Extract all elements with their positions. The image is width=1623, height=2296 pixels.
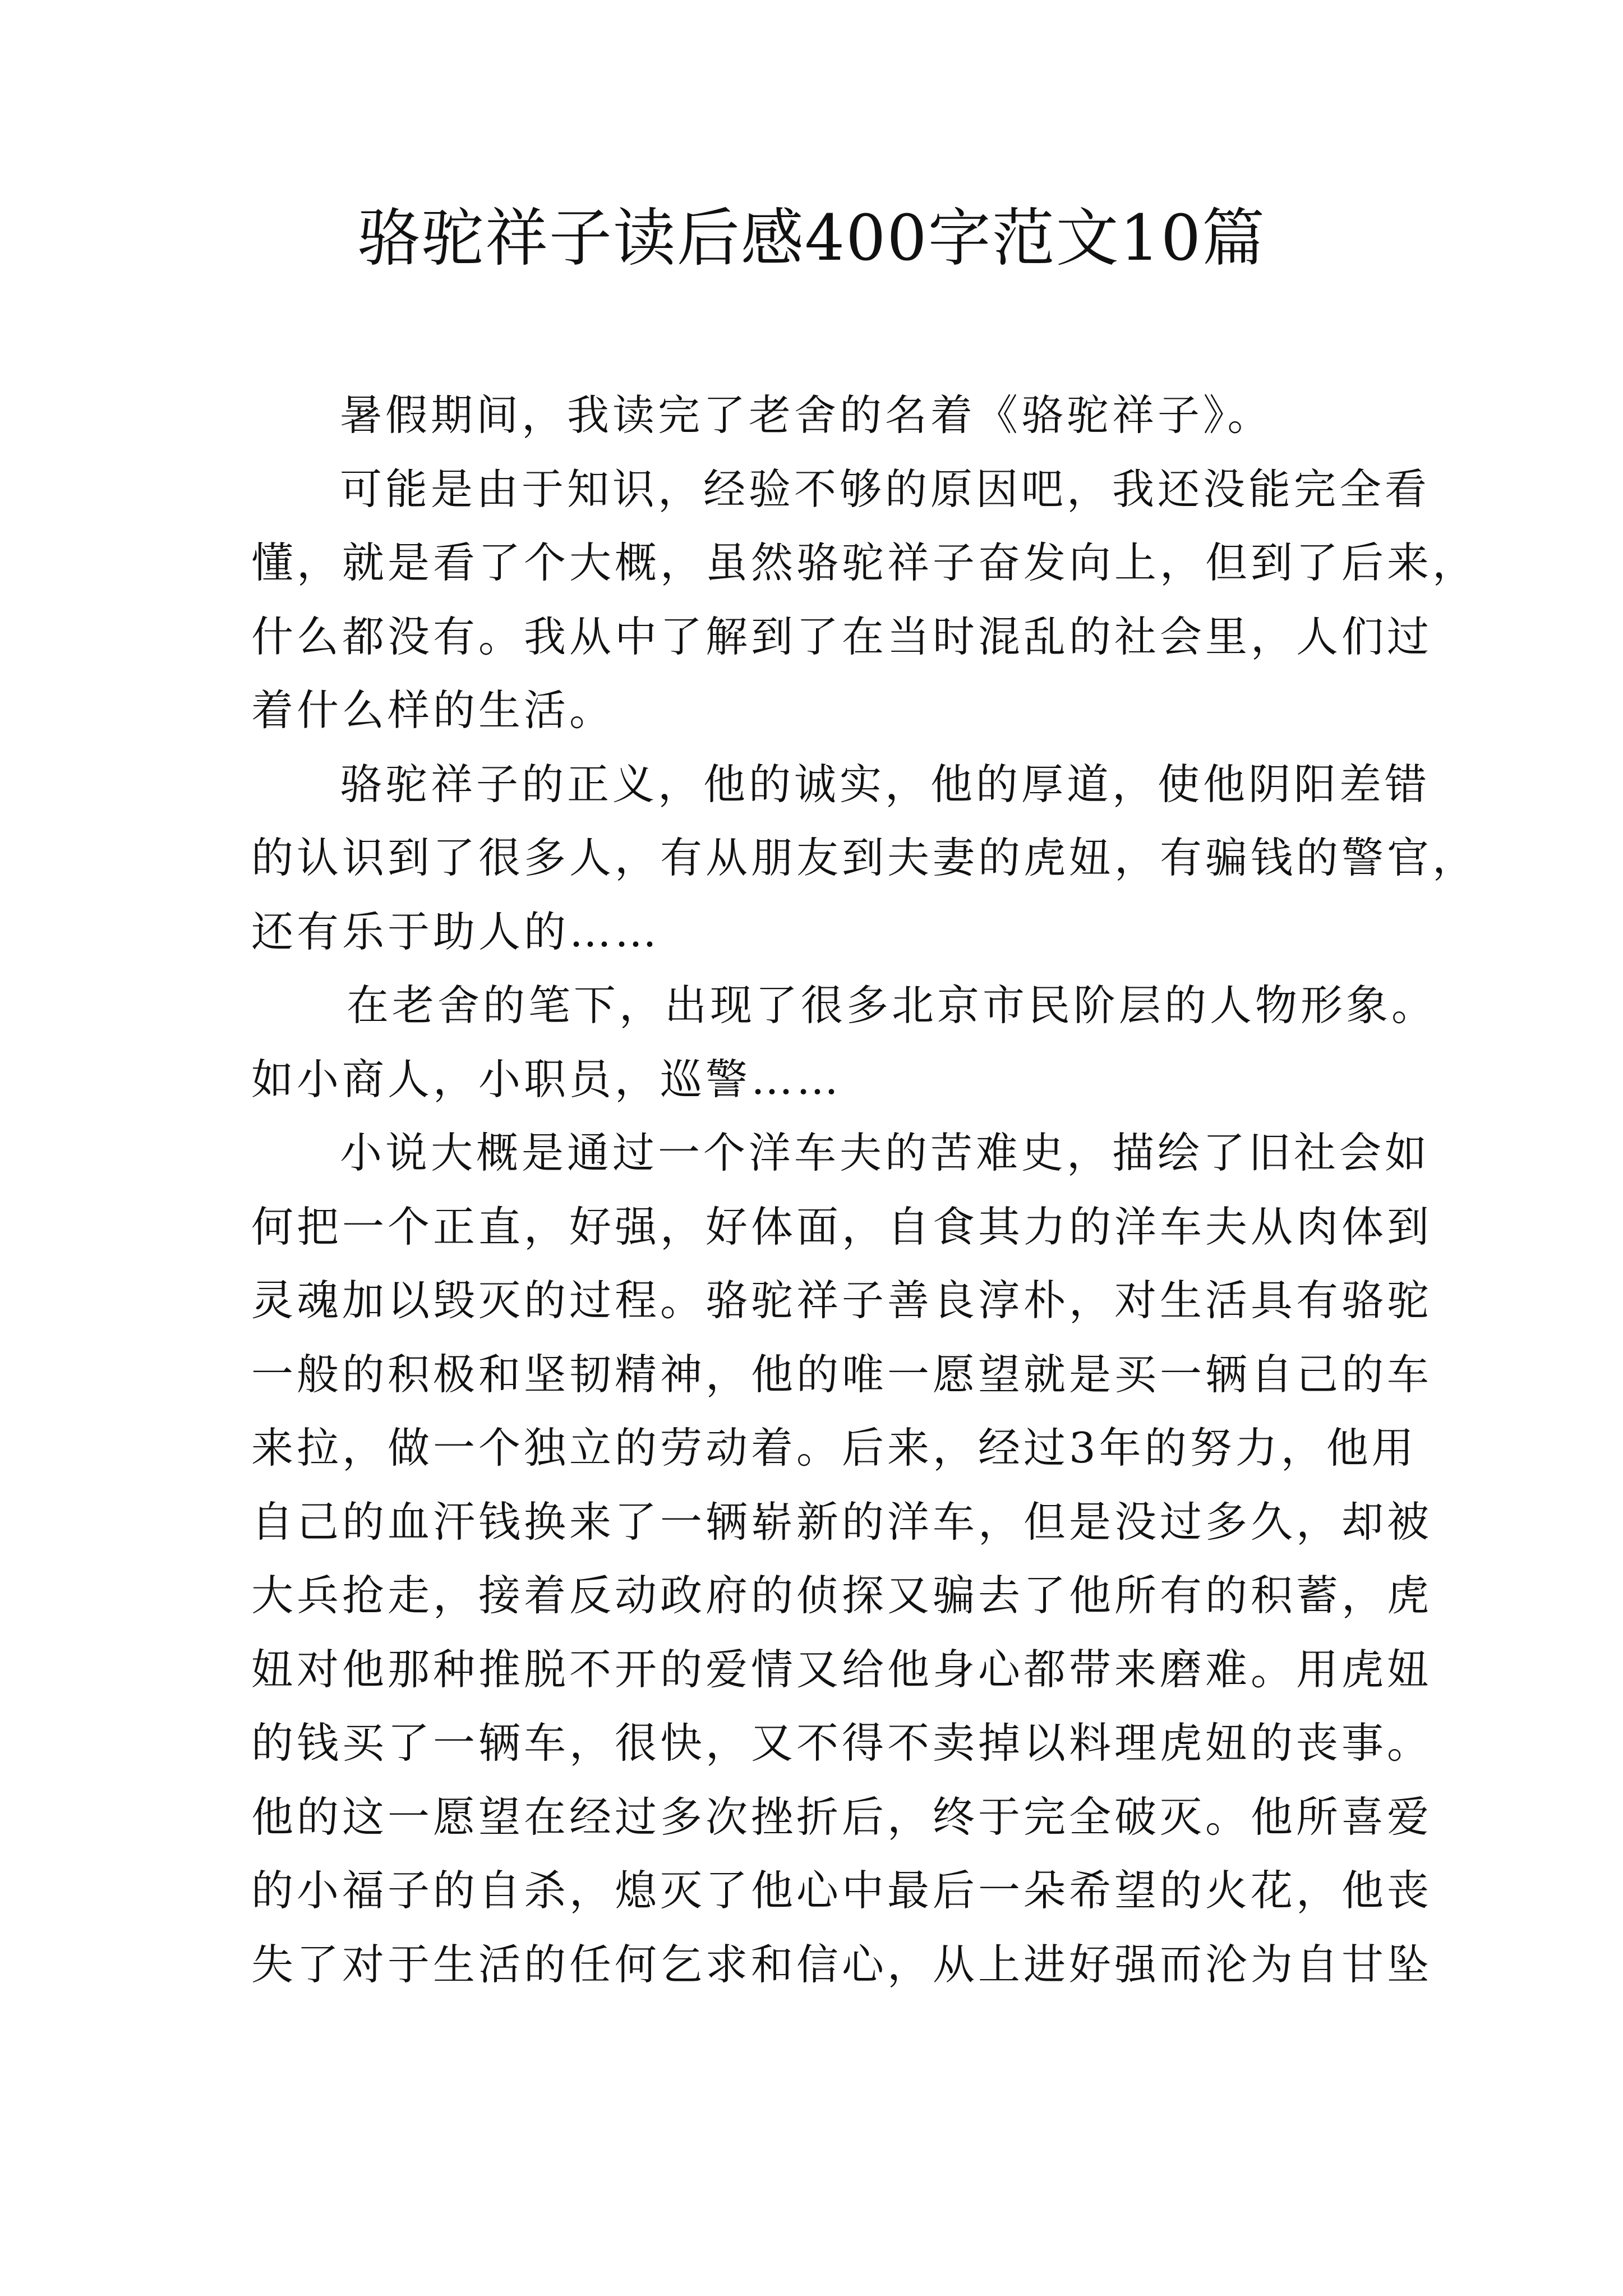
paragraph-line: 可能是由于知识，经验不够的原因吧，我还没能完全看 [340,464,1431,514]
paragraph-line: 大兵抢走，接着反动政府的侦探又骗去了他所有的积蓄，虎 [251,1571,1433,1620]
paragraph-line: 他的这一愿望在经过多次挫折后，终于完全破灭。他所喜爱 [251,1792,1433,1842]
paragraph-line: 的认识到了很多人，有从朋友到夫妻的虎妞，有骗钱的警官， [251,833,1478,882]
paragraph-line: 什么都没有。我从中了解到了在当时混乱的社会里，人们过 [251,611,1433,661]
paragraph-line: 自己的血汗钱换来了一辆崭新的洋车，但是没过多久，却被 [251,1497,1433,1547]
paragraph-line: 暑假期间，我读完了老舍的名着《骆驼祥子》。 [340,390,1273,440]
paragraph-line: 如小商人，小职员，巡警…… [251,1054,842,1104]
paragraph-line: 在老舍的笔下，出现了很多北京市民阶层的人物形象。 [347,981,1437,1030]
paragraph-line: 来拉，做一个独立的劳动着。后来，经过3年的努力，他用 [251,1423,1417,1473]
paragraph-line: 的钱买了一辆车，很快，又不得不卖掉以料理虎妞的丧事。 [251,1718,1433,1768]
paragraph-line: 失了对于生活的任何乞求和信心，从上进好强而沦为自甘坠 [251,1939,1433,1989]
paragraph-line: 的小福子的自杀，熄灭了他心中最后一朵希望的火花，他丧 [251,1866,1433,1915]
paragraph-line: 何把一个正直，好强，好体面，自食其力的洋车夫从肉体到 [251,1202,1433,1251]
document-body [251,379,1478,2001]
paragraph-line: 着什么样的生活。 [251,685,615,735]
paragraph-line: 灵魂加以毁灭的过程。骆驼祥子善良淳朴，对生活具有骆驼 [251,1276,1433,1325]
paragraph-line: 一般的积极和坚韧精神，他的唯一愿望就是买一辆自己的车 [251,1349,1433,1399]
paragraph-line: 妞对他那种推脱不开的爱情又给他身心都带来磨难。用虎妞 [251,1644,1433,1694]
paragraph-line: 还有乐于助人的…… [251,907,661,956]
paragraph-line: 骆驼祥子的正义，他的诚实，他的厚道，使他阴阳差错 [340,759,1431,809]
paragraph-line: 懂，就是看了个大概，虽然骆驼祥子奋发向上，但到了后来， [251,538,1478,587]
document-title: 骆驼祥子读后感400字范文10篇 [357,202,1266,275]
paragraph-line: 小说大概是通过一个洋车夫的苦难史，描绘了旧社会如 [340,1128,1431,1177]
